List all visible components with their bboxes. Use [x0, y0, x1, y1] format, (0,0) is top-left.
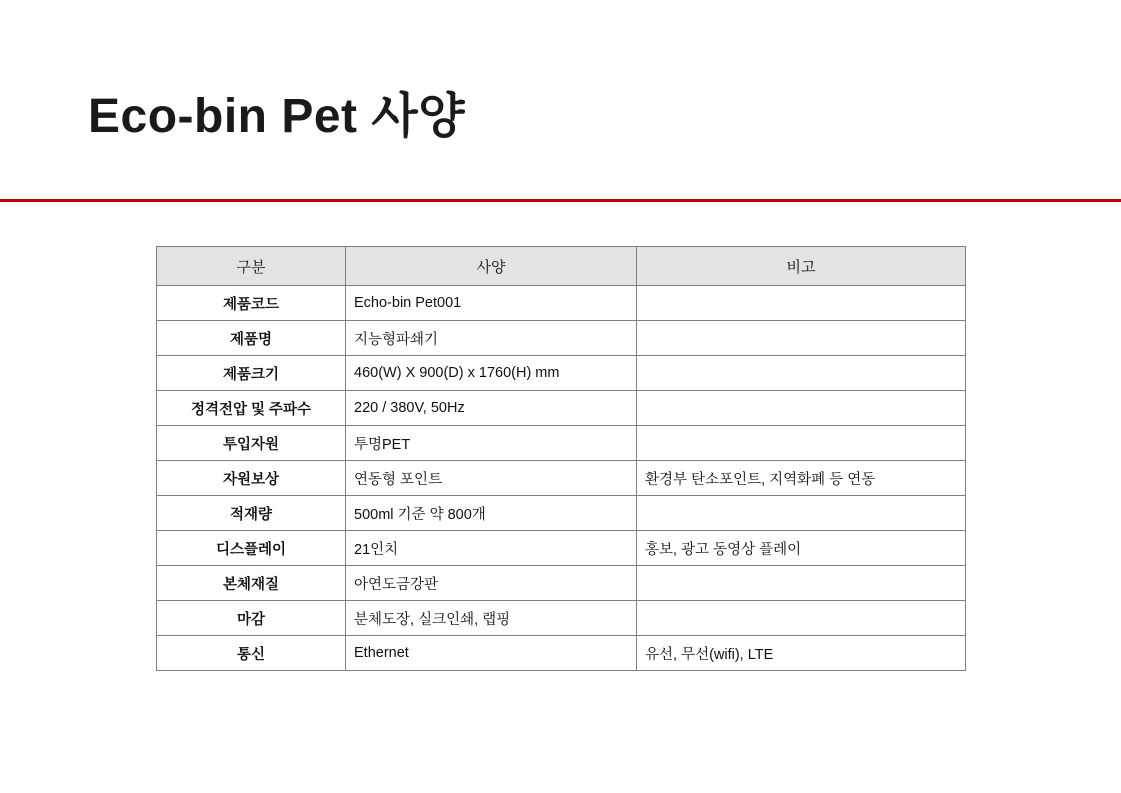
column-header-spec: 사양 — [346, 247, 637, 286]
table-body — [157, 286, 966, 671]
spec-table — [156, 246, 966, 671]
row-spec: Echo-bin Pet001 — [346, 286, 637, 321]
row-note: 홍보, 광고 동영상 플레이 — [637, 531, 966, 566]
table-row — [157, 356, 966, 391]
table-header — [157, 247, 966, 286]
column-header-category: 구분 — [157, 247, 346, 286]
row-spec: 460(W) X 900(D) x 1760(H) mm — [346, 356, 637, 391]
row-spec: 아연도금강판 — [346, 566, 637, 601]
row-label: 정격전압 및 주파수 — [157, 391, 346, 426]
row-label: 통신 — [157, 636, 346, 671]
table-row — [157, 461, 966, 496]
table-row — [157, 391, 966, 426]
row-label: 자원보상 — [157, 461, 346, 496]
row-note: 유선, 무선(wifi), LTE — [637, 636, 966, 671]
table-header-row — [157, 247, 966, 286]
row-note — [637, 286, 966, 321]
row-spec: 220 / 380V, 50Hz — [346, 391, 637, 426]
table-row — [157, 636, 966, 671]
row-label: 제품명 — [157, 321, 346, 356]
table-row — [157, 286, 966, 321]
row-note — [637, 321, 966, 356]
row-label: 제품크기 — [157, 356, 346, 391]
column-header-note: 비고 — [637, 247, 966, 286]
table-row — [157, 321, 966, 356]
title-divider — [0, 199, 1121, 202]
row-note — [637, 496, 966, 531]
row-spec: 연동형 포인트 — [346, 461, 637, 496]
row-label: 디스플레이 — [157, 531, 346, 566]
row-note — [637, 391, 966, 426]
table-row — [157, 531, 966, 566]
row-label: 제품코드 — [157, 286, 346, 321]
row-label: 투입자원 — [157, 426, 346, 461]
table-row — [157, 426, 966, 461]
row-spec: 투명PET — [346, 426, 637, 461]
row-spec: 분체도장, 실크인쇄, 랩핑 — [346, 601, 637, 636]
page-title: Eco-bin Pet 사양 — [88, 90, 466, 143]
row-note — [637, 566, 966, 601]
row-label: 본체재질 — [157, 566, 346, 601]
row-spec: Ethernet — [346, 636, 637, 671]
row-note — [637, 426, 966, 461]
table-row — [157, 566, 966, 601]
row-note — [637, 356, 966, 391]
table-row — [157, 496, 966, 531]
row-label: 적재량 — [157, 496, 346, 531]
row-spec: 21인치 — [346, 531, 637, 566]
row-label: 마감 — [157, 601, 346, 636]
row-spec: 500ml 기준 약 800개 — [346, 496, 637, 531]
row-note: 환경부 탄소포인트, 지역화폐 등 연동 — [637, 461, 966, 496]
row-note — [637, 601, 966, 636]
table-row — [157, 601, 966, 636]
row-spec: 지능형파쇄기 — [346, 321, 637, 356]
